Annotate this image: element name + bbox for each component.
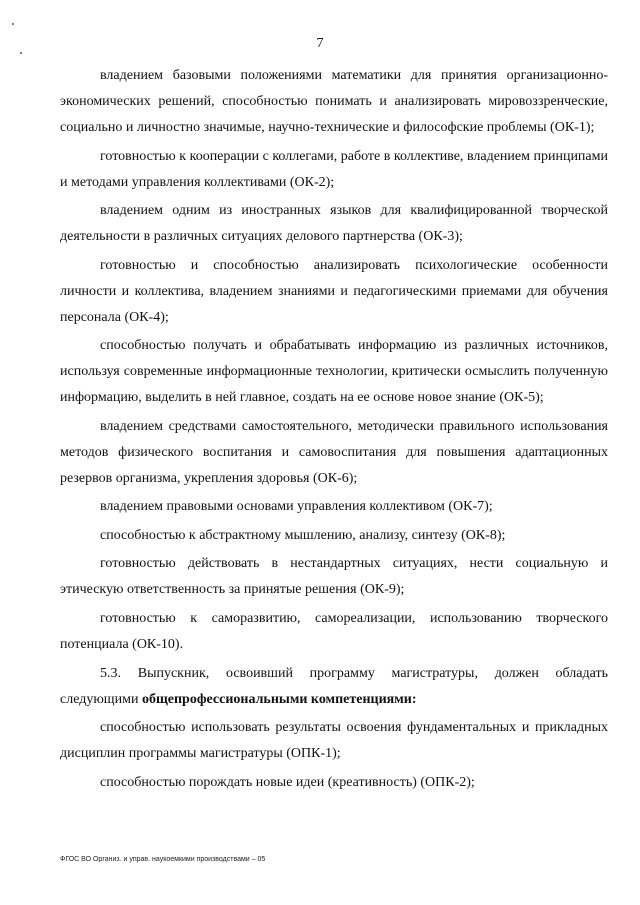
competency-ok-3: владением одним из иностранных языков для квалифицированной творческой деятельности в различных ситуациях делового партнерства (ОК-3); [60,203,608,244]
section-5-3 [60,661,608,713]
section-heading-bold: общепрофессиональными компетенциями: [141,691,417,707]
document-body [60,63,608,798]
section-lead: 5.3. Выпускник, освоивший программу магистратуры, должен обладать следующими [60,665,608,707]
competency-ok-5: способностью получать и обрабатывать информацию из различных источников, используя современные информационные технологии, критически осмыслить полученную информацию, выделить в ней главное, создать на ее основе новое знание (ОК-5); [60,338,608,405]
competency-ok-1: владением базовыми положениями математики для принятия организационно-экономических решений, способностью понимать и анализировать мировоззренческие, социально и личностно значимые, научно-технические и философские проблемы (ОК-1); [60,68,608,135]
competency-ok-2: готовностью к кооперации с коллегами, работе в коллективе, владением принципами и методами управления коллективами (ОК-2); [60,148,608,190]
scan-speck [12,23,14,25]
scan-speck [20,52,22,54]
competency-ok-8: способностью к абстрактному мышлению, анализу, синтезу (ОК-8); [100,527,506,543]
competency-ok-9: готовностью действовать в нестандартных ситуациях, нести социальную и этическую ответственность за принятые решения (ОК-9); [60,556,608,597]
page-number: 7 [316,36,324,51]
competency-ok-10: готовностью к саморазвитию, самореализации, использованию творческого потенциала (ОК-10). [60,610,608,652]
page-footer: ФГОС ВО Организ. и управ. наукоемкими производствами – 05 [60,856,266,863]
competency-opk-1: способностью использовать результаты освоения фундаментальных и прикладных дисциплин программы магистратуры (ОПК-1); [60,720,608,761]
competency-opk-2: способностью порождать новые идеи (креативность) (ОПК-2); [100,774,475,790]
competency-ok-6: владением средствами самостоятельного, методически правильного использования методов физического воспитания и самовоспитания для повышения адаптационных резервов организма, укрепления здоровья (ОК-6); [60,418,608,486]
competency-ok-7: владением правовыми основами управления коллективом (ОК-7); [100,499,493,514]
competency-ok-4: готовностью и способностью анализировать психологические особенности личности и коллектива, владением знаниями и педагогическими приемами для обучения персонала (ОК-4); [60,257,608,325]
